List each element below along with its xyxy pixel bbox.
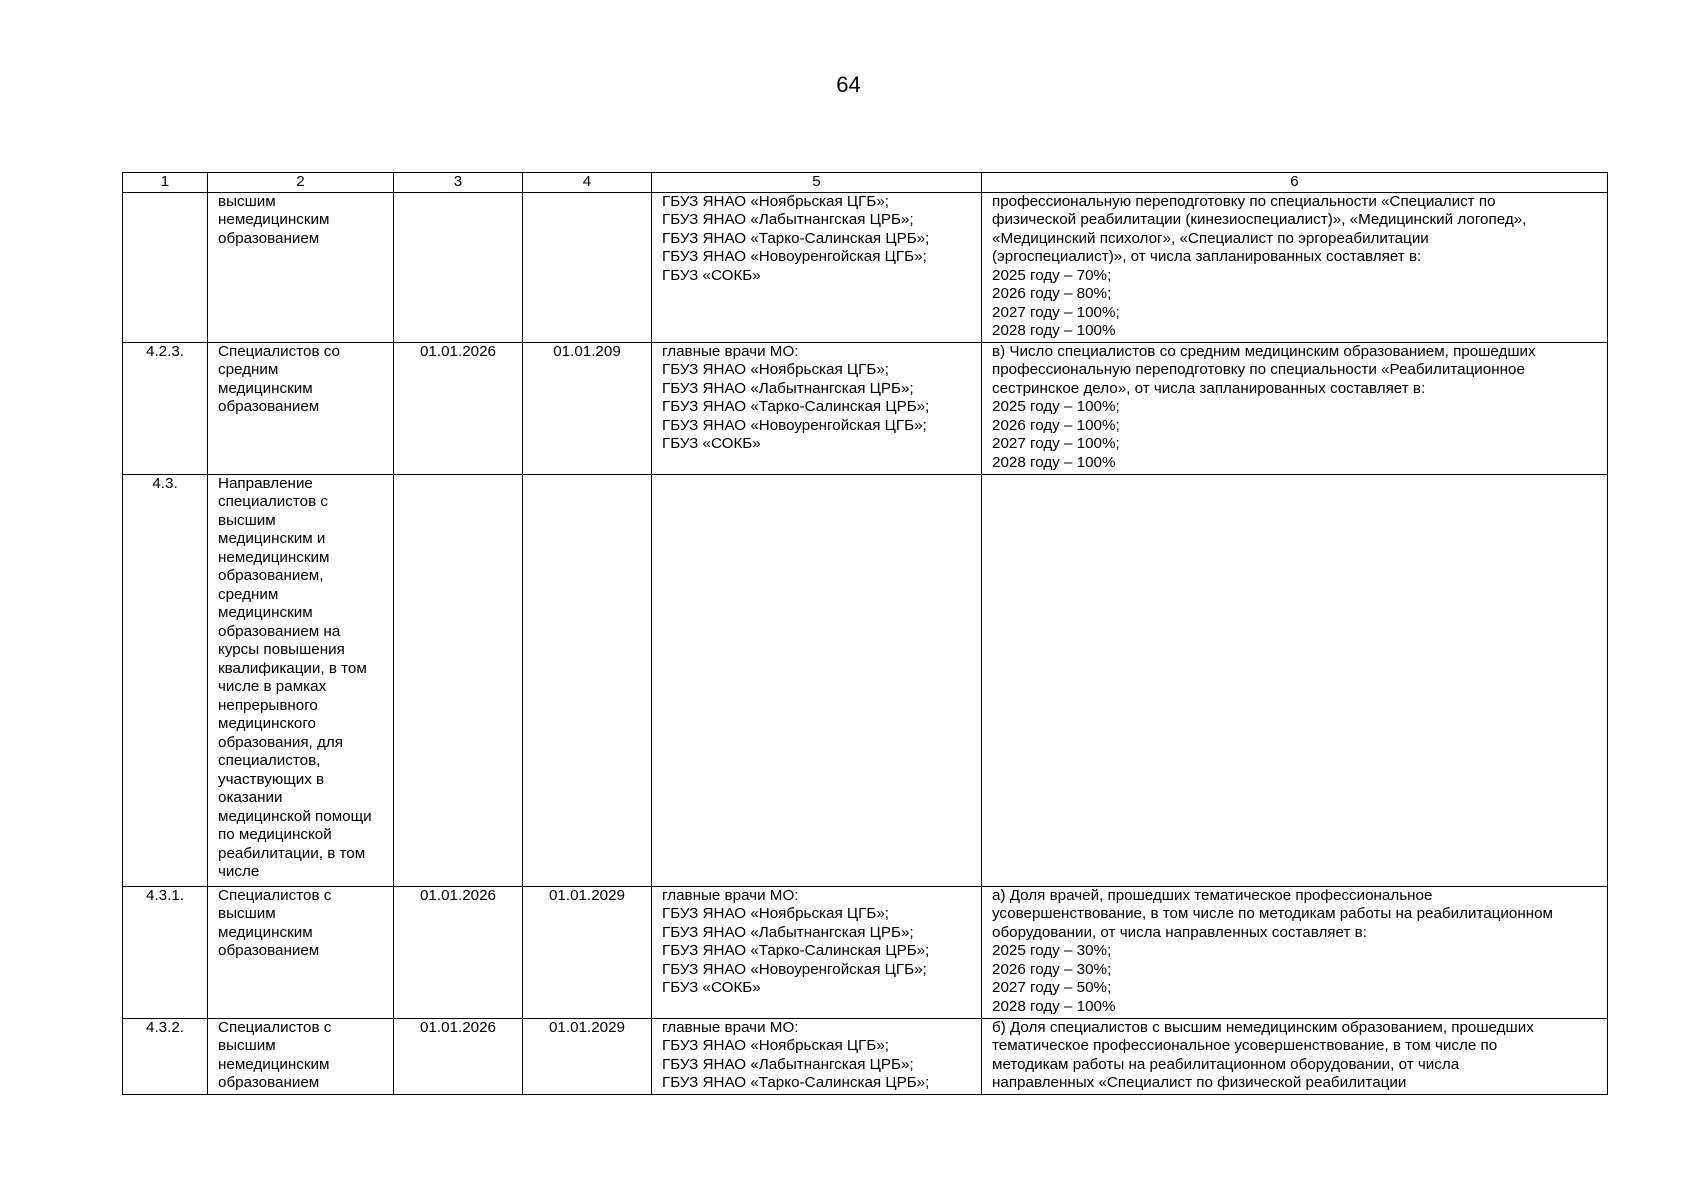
result-cell-line: 2027 году – 50%; [992, 979, 1112, 996]
result-cell-line: 2025 году – 70%; [992, 266, 1112, 284]
executors-cell-line: ГБУЗ «СОКБ» [662, 266, 761, 284]
executors-cell-line: ГБУЗ ЯНАО «Ноябрьская ЦГБ»; [662, 361, 890, 378]
item-name-cell [208, 1018, 394, 1094]
item-name-cell-line: медицинским [218, 379, 313, 397]
result-cell-line: 2026 году – 100%; [992, 416, 1120, 434]
result-cell [982, 342, 1608, 474]
item-name-cell-line: медицинского [218, 715, 316, 732]
table-row [123, 192, 1608, 342]
item-name-cell-line: оказании [218, 789, 283, 806]
item-name-cell-line: образованием [218, 229, 320, 247]
result-cell-line: 2027 году – 100%; [992, 303, 1120, 321]
result-cell-line: оборудовании, от числа направленных составляет в: [992, 923, 1367, 941]
item-name-cell-line: участвующих в [218, 770, 325, 788]
item-name-cell-line: образованием [218, 942, 320, 959]
result-cell [982, 192, 1608, 342]
item-name-cell-line: средним [218, 361, 279, 378]
executors-cell-line: ГБУЗ ЯНАО «Лабытнангская ЦРБ»; [662, 1055, 914, 1073]
result-cell-line: 2026 году – 80%; [992, 285, 1112, 302]
item-number-cell: 4.3. [123, 474, 208, 886]
result-cell-line: 2026 году – 30%; [992, 960, 1112, 978]
header-cell: 3 [394, 173, 523, 193]
item-name-cell [208, 342, 394, 474]
result-cell-line: 2028 году – 100% [992, 453, 1116, 471]
item-name-cell-line: немедицинским [218, 211, 330, 228]
executors-cell-line: ГБУЗ ЯНАО «Ноябрьская ЦГБ»; [662, 905, 890, 922]
executors-cell [652, 192, 982, 342]
executors-cell [652, 474, 982, 886]
result-cell-line: тематическое профессиональное усовершенствование, в том числе по [992, 1037, 1498, 1054]
executors-cell-line: главные врачи МО: [662, 886, 799, 904]
item-number-cell [123, 192, 208, 342]
item-name-cell-line: медицинской помощи [218, 807, 372, 825]
start-date-cell: 01.01.2026 [394, 1018, 523, 1094]
item-name-cell-line: Специалистов со [218, 342, 340, 360]
executors-cell-line: ГБУЗ ЯНАО «Тарко-Салинская ЦРБ»; [662, 1074, 930, 1091]
item-name-cell [208, 474, 394, 886]
result-cell-line: 2025 году – 30%; [992, 942, 1112, 959]
item-name-cell-line: образованием [218, 398, 320, 415]
result-cell-line: (эргоспециалист)», от числа запланированных составляет в: [992, 248, 1422, 265]
item-name-cell-line: высшим [218, 905, 276, 922]
executors-cell-line: ГБУЗ ЯНАО «Тарко-Салинская ЦРБ»; [662, 942, 930, 959]
executors-cell [652, 342, 982, 474]
item-name-cell-line: числе [218, 863, 260, 880]
start-date-cell [394, 474, 523, 886]
executors-cell-line: главные врачи МО: [662, 342, 799, 360]
result-cell [982, 1018, 1608, 1094]
result-cell-line: усовершенствование, в том числе по методикам работы на реабилитационном [992, 905, 1553, 922]
executors-cell [652, 1018, 982, 1094]
result-cell-line: 2028 году – 100% [992, 997, 1116, 1015]
executors-cell-line: ГБУЗ ЯНАО «Тарко-Салинская ЦРБ»; [662, 398, 930, 415]
item-name-cell-line: немедицинским [218, 548, 330, 566]
item-name-cell-line: Специалистов с [218, 1018, 332, 1036]
result-cell-line: 2025 году – 100%; [992, 398, 1120, 415]
item-name-cell-line: числе в рамках [218, 678, 327, 695]
item-name-cell-line: медицинским и [218, 530, 326, 547]
result-cell-line: 2027 году – 100%; [992, 435, 1120, 452]
item-name-cell-line: Специалистов с [218, 886, 332, 904]
header-cell: 6 [982, 173, 1608, 193]
item-name-cell-line: средним [218, 585, 279, 603]
end-date-cell: 01.01.209 [523, 342, 652, 474]
result-cell-line: б) Доля специалистов с высшим немедицинским образованием, прошедших [992, 1018, 1534, 1036]
executors-cell [652, 886, 982, 1018]
executors-cell-line: ГБУЗ ЯНАО «Тарко-Салинская ЦРБ»; [662, 229, 930, 247]
item-name-cell-line: образованием [218, 1074, 320, 1091]
item-name-cell-line: квалификации, в том [218, 659, 367, 677]
result-cell-line: а) Доля врачей, прошедших тематическое профессиональное [992, 886, 1433, 904]
result-cell-line: профессиональную переподготовку по специальности «Реабилитационное [992, 361, 1525, 378]
item-name-cell-line: высшим [218, 511, 276, 529]
item-name-cell-line: специалистов, [218, 752, 321, 769]
item-name-cell-line: медицинским [218, 604, 313, 621]
item-name-cell-line: реабилитации, в том [218, 844, 366, 862]
executors-cell-line: ГБУЗ «СОКБ» [662, 979, 761, 996]
executors-cell-line: ГБУЗ ЯНАО «Лабытнангская ЦРБ»; [662, 211, 914, 228]
item-name-cell-line: непрерывного [218, 696, 318, 714]
table-row [123, 886, 1608, 1018]
end-date-cell: 01.01.2029 [523, 886, 652, 1018]
item-name-cell-line: курсы повышения [218, 641, 345, 658]
start-date-cell [394, 192, 523, 342]
result-cell [982, 886, 1608, 1018]
item-name-cell [208, 192, 394, 342]
result-cell-line: в) Число специалистов со средним медицинским образованием, прошедших [992, 342, 1536, 360]
result-cell-line: направленных «Специалист по физической реабилитации [992, 1074, 1407, 1091]
item-number-cell: 4.3.1. [123, 886, 208, 1018]
result-cell-line: «Медицинский психолог», «Специалист по эргореабилитации [992, 229, 1429, 247]
end-date-cell: 01.01.2029 [523, 1018, 652, 1094]
executors-cell-line: ГБУЗ «СОКБ» [662, 435, 761, 452]
header-cell: 2 [208, 173, 394, 193]
result-cell-line: профессиональную переподготовку по специальности «Специалист по [992, 192, 1496, 210]
end-date-cell [523, 192, 652, 342]
table-row [123, 1018, 1608, 1094]
item-name-cell-line: образования, для [218, 733, 343, 751]
item-name-cell-line: специалистов с [218, 493, 328, 510]
executors-cell-line: ГБУЗ ЯНАО «Лабытнангская ЦРБ»; [662, 923, 914, 941]
item-name-cell-line: медицинским [218, 923, 313, 941]
header-cell: 5 [652, 173, 982, 193]
end-date-cell [523, 474, 652, 886]
executors-cell-line: ГБУЗ ЯНАО «Новоуренгойская ЦГБ»; [662, 248, 927, 265]
executors-cell-line: ГБУЗ ЯНАО «Новоуренгойская ЦГБ»; [662, 960, 927, 978]
start-date-cell: 01.01.2026 [394, 342, 523, 474]
item-name-cell-line: образованием, [218, 567, 324, 584]
table-row [123, 342, 1608, 474]
item-number-cell: 4.3.2. [123, 1018, 208, 1094]
page-number: 64 [836, 72, 861, 97]
item-name-cell [208, 886, 394, 1018]
executors-cell-line: ГБУЗ ЯНАО «Новоуренгойская ЦГБ»; [662, 416, 927, 434]
item-name-cell-line: по медицинской [218, 826, 332, 843]
header-cell: 4 [523, 173, 652, 193]
executors-cell-line: ГБУЗ ЯНАО «Ноябрьская ЦГБ»; [662, 1037, 890, 1054]
executors-cell-line: ГБУЗ ЯНАО «Лабытнангская ЦРБ»; [662, 379, 914, 397]
result-cell-line: физической реабилитации (кинезиоспециалист)», «Медицинский логопед», [992, 211, 1527, 228]
plan-table [122, 172, 1608, 1095]
table-row [123, 474, 1608, 886]
result-cell-line: 2028 году – 100% [992, 322, 1116, 339]
item-name-cell-line: Направление [218, 474, 313, 492]
start-date-cell: 01.01.2026 [394, 886, 523, 1018]
item-name-cell-line: немедицинским [218, 1055, 330, 1073]
item-name-cell-line: высшим [218, 1037, 276, 1054]
item-name-cell-line: высшим [218, 192, 276, 210]
executors-cell-line: главные врачи МО: [662, 1018, 799, 1036]
item-name-cell-line: образованием на [218, 622, 341, 640]
header-cell: 1 [123, 173, 208, 193]
header-row [123, 173, 1608, 193]
executors-cell-line: ГБУЗ ЯНАО «Ноябрьская ЦГБ»; [662, 192, 890, 210]
result-cell [982, 474, 1608, 886]
item-number-cell: 4.2.3. [123, 342, 208, 474]
result-cell-line: методикам работы на реабилитационном оборудовании, от числа [992, 1055, 1460, 1073]
result-cell-line: сестринское дело», от числа запланированных составляет в: [992, 379, 1426, 397]
